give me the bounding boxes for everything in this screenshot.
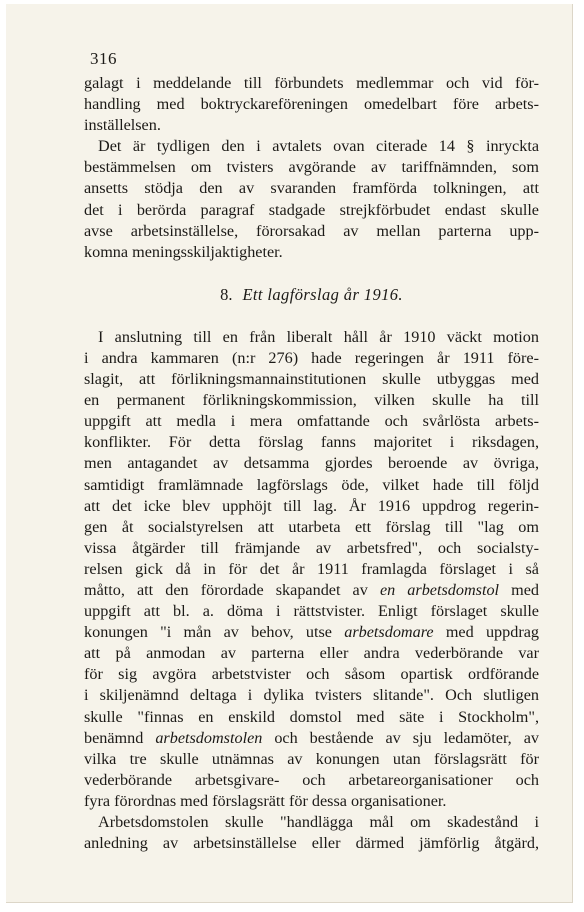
paragraph-labor-court-duties: [84, 812, 539, 854]
text-line: galagt i meddelande till förbundets medlemmar och vid för-: [84, 74, 539, 92]
page-body: [84, 73, 539, 854]
text-fragment: med uppdrag: [445, 623, 540, 642]
text-fragment: och bestående av sju ledamöter, av: [274, 728, 539, 747]
section-title: Ett lagförslag år 1916.: [242, 284, 403, 304]
text-line: bestämmelsen om tvisters avgörande av tariffnämnden, som: [84, 158, 539, 177]
book-page: [6, 4, 573, 903]
italic-term-arbetsdomstol: en arbetsdomstol: [379, 580, 500, 599]
text-line: inställelsen.: [84, 116, 161, 135]
text-line: slagit, att förlikningsmannainstitutionen skulle utbyggas med: [84, 370, 539, 389]
text-line: ansetts stödja den av svaranden framförda tolkningen, att: [84, 179, 539, 198]
text-line: vederbörande arbetsgivare- och arbetareorganisationer och: [84, 770, 539, 789]
text-fragment: konungen "i mån av behov, utse: [84, 623, 332, 642]
text-line: i skiljenämnd deltaga i dylika tvisters slitande". Och slutligen: [84, 686, 539, 705]
section-number: 8.: [220, 284, 233, 304]
text-line: [84, 580, 539, 601]
italic-term-arbetsdomare: arbetsdomare: [344, 623, 434, 642]
text-line: komna meningsskiljaktigheter.: [84, 242, 283, 261]
text-line: relsen gick då in för det år 1911 framlagda förslaget i så: [84, 559, 539, 578]
text-line: att på anmodan av parterna eller andra vederbörande var: [84, 644, 539, 663]
text-line: men antagandet av detsamma gjordes beroende av övriga,: [84, 454, 539, 473]
text-line: anledning av arbetsinställelse eller därmed jämförlig åtgärd,: [84, 834, 539, 853]
paragraph-strike-clause: [84, 136, 539, 263]
text-line: vissa åtgärder till främjande av arbetsfred", och socialsty-: [84, 538, 539, 557]
page-number: 316: [90, 49, 117, 68]
text-line: Arbetsdomstolen skulle "handlägga mål om skadestånd i: [98, 813, 539, 831]
text-line: det i berörda paragraf stadgade strejkförbudet endast skulle: [84, 200, 539, 219]
text-line: vilka tre skulle utnämnas av konungen utan förslagsrätt för: [84, 749, 539, 768]
paragraph-bill-1916: [84, 327, 539, 812]
section-heading: [84, 284, 539, 305]
text-line: uppgift att bl. a. döma i rättstvister. Enligt förslaget skulle: [84, 602, 539, 621]
text-line: en permanent förlikningskommission, vilken skulle ha till: [84, 391, 539, 410]
text-fragment: måtto, att den förordade skapandet av: [84, 580, 368, 599]
text-line: i andra kammaren (n:r 276) hade regeringen år 1911 före-: [84, 348, 539, 367]
text-line: I anslutning till en från liberalt håll år 1910 väckt motion: [98, 327, 539, 346]
text-line: skulle "finnas en enskild domstol med säte i Stockholm",: [84, 707, 539, 726]
text-line: [84, 622, 539, 643]
text-line: avse arbetsinställelse, förorsakad av mellan parterna upp-: [84, 221, 539, 240]
italic-term-arbetsdomstolen: arbetsdomstolen: [155, 728, 263, 747]
text-line: för sig avgöra arbetstvister och såsom opartisk ordförande: [84, 665, 539, 684]
text-line: konflikter. För detta förslag fanns majoritet i riksdagen,: [84, 433, 539, 452]
text-line: handling med boktryckareföreningen omedelbart före arbets-: [84, 95, 539, 114]
paragraph-continuation: [84, 73, 539, 136]
text-line: samtidigt framlämnade lagförslags öde, vilket hade till följd: [84, 475, 539, 494]
text-fragment: benämnd: [84, 728, 144, 747]
text-line: Det är tydligen den i avtalets ovan citerade 14 § inryckta: [98, 137, 539, 156]
text-fragment: med: [511, 580, 540, 599]
text-line: gen åt socialstyrelsen att utarbeta ett förslag till "lag om: [84, 517, 539, 536]
text-line: att det icke blev upphöjt till lag. År 1916 uppdrog regerin-: [84, 496, 539, 515]
text-line: uppgift att medla i mera omfattande och svårlösta arbets-: [84, 412, 539, 431]
text-line: [84, 728, 539, 749]
text-line: fyra förordnas med förslagsrätt för dessa organisationer.: [84, 791, 447, 810]
